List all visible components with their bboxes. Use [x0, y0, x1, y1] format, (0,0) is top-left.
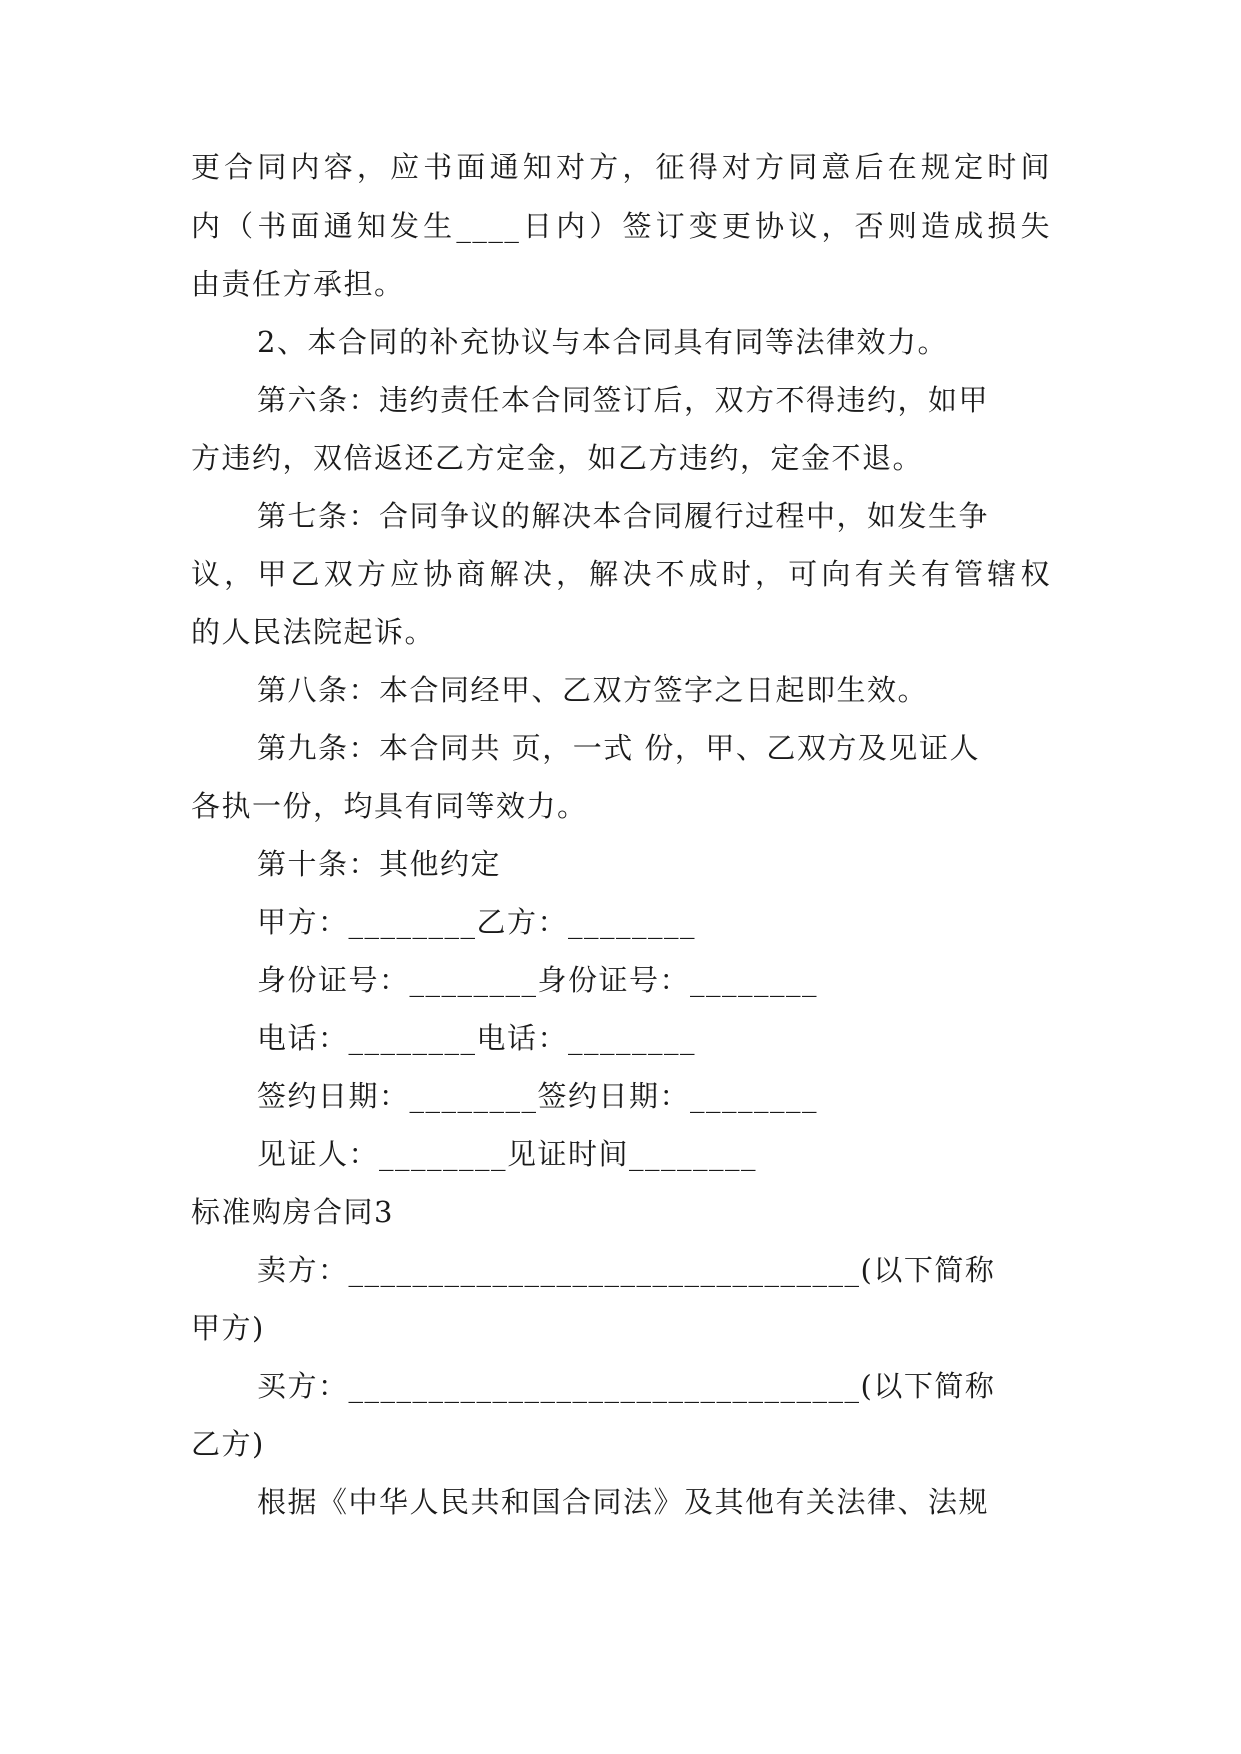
- text-line: 第六条：违约责任本合同签订后，双方不得违约，如甲: [257, 383, 990, 417]
- text-line: 的人民法院起诉。: [191, 615, 436, 649]
- text-line: 卖方：________________________________(以下简称: [257, 1253, 996, 1287]
- signature-line: 签约日期：________签约日期：________: [257, 1079, 819, 1113]
- signature-line: 身份证号：________身份证号：________: [257, 963, 819, 997]
- text-line: 2、本合同的补充协议与本合同具有同等法律效力。: [257, 325, 948, 359]
- text-line: 买方：________________________________(以下简称: [257, 1369, 996, 1403]
- text-line: 由责任方承担。: [191, 267, 405, 301]
- text-line: 更合同内容，应书面通知对方，征得对方同意后在规定时间: [191, 150, 1051, 184]
- text-line: 第七条：合同争议的解决本合同履行过程中，如发生争: [257, 499, 990, 533]
- text-line: 方违约，双倍返还乙方定金，如乙方违约，定金不退。: [191, 441, 924, 475]
- text-line: 第八条：本合同经甲、乙双方签字之日起即生效。: [257, 673, 929, 707]
- text-line: 根据《中华人民共和国合同法》及其他有关法律、法规: [257, 1485, 990, 1519]
- text-line: 乙方): [191, 1427, 265, 1461]
- section-title: 标准购房合同3: [191, 1195, 394, 1229]
- signature-line: 甲方：________乙方：________: [257, 905, 697, 939]
- text-line: 第九条：本合同共 页，一式 份，甲、乙双方及见证人: [257, 731, 980, 765]
- text-line: 内（书面通知发生____日内）签订变更协议，否则造成损失: [191, 209, 1051, 243]
- text-line: 第十条：其他约定: [257, 847, 502, 881]
- text-line: 甲方): [191, 1311, 265, 1345]
- signature-line: 见证人：________见证时间________: [257, 1137, 758, 1171]
- text-line: 议，甲乙双方应协商解决，解决不成时，可向有关有管辖权: [191, 557, 1051, 591]
- signature-line: 电话：________电话：________: [257, 1021, 697, 1055]
- text-line: 各执一份，均具有同等效力。: [191, 789, 588, 823]
